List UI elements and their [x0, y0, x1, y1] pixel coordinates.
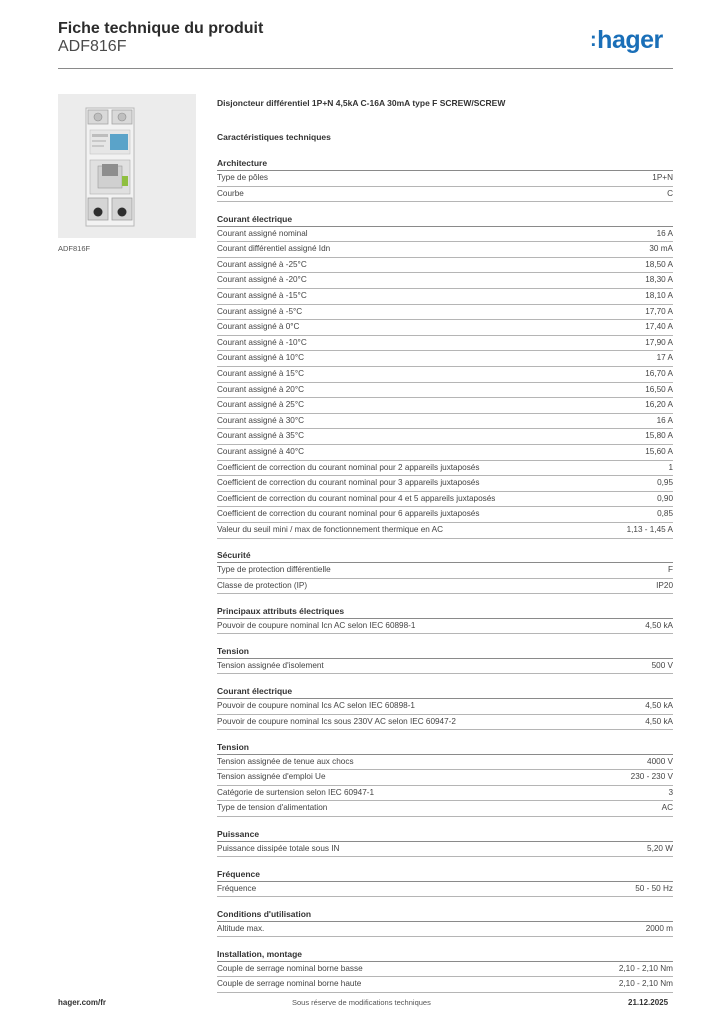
spec-value: 16 A — [656, 415, 673, 425]
spec-row — [217, 962, 673, 978]
spec-group — [217, 740, 673, 817]
spec-row — [217, 801, 673, 817]
spec-group-title: Principaux attributs électriques — [217, 604, 673, 619]
spec-row — [217, 429, 673, 445]
spec-row — [217, 187, 673, 203]
spec-value: 17,70 A — [645, 306, 673, 316]
spec-label: Tension assignée d'emploi Ue — [217, 772, 326, 782]
spec-label: Courant assigné à 15°C — [217, 369, 305, 379]
spec-row — [217, 383, 673, 399]
spec-value: 50 - 50 Hz — [635, 883, 673, 893]
spec-value: 16,20 A — [645, 400, 673, 410]
product-image — [58, 94, 196, 238]
logo-text: hager — [597, 26, 663, 54]
spec-row — [217, 273, 673, 289]
spec-value: 5,20 W — [647, 843, 673, 853]
spec-group — [217, 548, 673, 594]
spec-value: 0,95 — [657, 478, 673, 488]
spec-row — [217, 755, 673, 771]
spec-group-title: Installation, montage — [217, 947, 673, 962]
spec-row — [217, 507, 673, 523]
spec-content — [217, 96, 673, 993]
spec-group — [217, 947, 673, 993]
spec-row — [217, 523, 673, 539]
spec-value: 30 mA — [649, 244, 673, 254]
spec-value: 4000 V — [647, 756, 673, 766]
spec-label: Couple de serrage nominal borne basse — [217, 963, 363, 973]
spec-row — [217, 786, 673, 802]
spec-row — [217, 659, 673, 675]
spec-row — [217, 770, 673, 786]
spec-value: C — [667, 188, 673, 198]
footer-disclaimer: Sous réserve de modifications techniques — [292, 998, 431, 1007]
spec-label: Courant assigné à 35°C — [217, 431, 305, 441]
spec-label: Type de protection différentielle — [217, 565, 331, 575]
image-caption: ADF816F — [58, 244, 91, 253]
spec-row — [217, 289, 673, 305]
spec-row — [217, 258, 673, 274]
spec-label: Type de tension d'alimentation — [217, 803, 328, 813]
spec-label: Courant assigné à 20°C — [217, 384, 305, 394]
spec-value: 4,50 kA — [645, 716, 673, 726]
spec-label: Courant assigné à 25°C — [217, 400, 305, 410]
spec-label: Catégorie de surtension selon IEC 60947-1 — [217, 787, 375, 797]
spec-value: 4,50 kA — [645, 620, 673, 630]
spec-value: 1,13 - 1,45 A — [626, 524, 673, 534]
spec-row — [217, 715, 673, 731]
spec-row — [217, 882, 673, 898]
spec-group — [217, 644, 673, 675]
spec-row — [217, 336, 673, 352]
spec-group-title: Tension — [217, 644, 673, 659]
spec-value: 2,10 - 2,10 Nm — [618, 963, 673, 973]
spec-row — [217, 171, 673, 187]
spec-value: 16 A — [656, 228, 673, 238]
spec-value: 4,50 kA — [645, 700, 673, 710]
product-description: Disjoncteur différentiel 1P+N 4,5kA C-16A 30mA type F SCREW/SCREW — [217, 98, 506, 108]
spec-row — [217, 922, 673, 938]
spec-label: Courant assigné à -20°C — [217, 275, 307, 285]
footer-website[interactable]: hager.com/fr — [58, 998, 107, 1007]
spec-value: 16,50 A — [645, 384, 673, 394]
spec-label: Courant différentiel assigné Idn — [217, 244, 331, 254]
spec-row — [217, 320, 673, 336]
spec-label: Courant assigné à -10°C — [217, 337, 307, 347]
spec-value: 18,30 A — [645, 275, 673, 285]
spec-row — [217, 227, 673, 243]
spec-value: AC — [661, 803, 673, 813]
spec-label: Coefficient de correction du courant nominal pour 4 et 5 appareils juxtaposés — [217, 493, 496, 503]
spec-groups — [217, 156, 673, 993]
spec-value: 2000 m — [645, 923, 673, 933]
spec-value: 17,90 A — [645, 337, 673, 347]
spec-label: Coefficient de correction du courant nominal pour 6 appareils juxtaposés — [217, 509, 480, 519]
spec-value: 18,50 A — [645, 259, 673, 269]
spec-label: Courant assigné à -15°C — [217, 291, 307, 301]
spec-label: Couple de serrage nominal borne haute — [217, 979, 362, 989]
spec-row — [217, 977, 673, 993]
spec-row — [217, 242, 673, 258]
spec-row — [217, 398, 673, 414]
spec-value: 16,70 A — [645, 369, 673, 379]
spec-row — [217, 492, 673, 508]
footer-date: 21.12.2025 — [628, 998, 669, 1007]
spec-label: Pouvoir de coupure nominal Icn AC selon IEC 60898-1 — [217, 620, 416, 630]
spec-group-title: Courant électrique — [217, 212, 673, 227]
spec-value: 17 A — [656, 353, 673, 363]
spec-label: Courant assigné à 10°C — [217, 353, 305, 363]
spec-label: Courant assigné à -5°C — [217, 306, 303, 316]
spec-label: Valeur du seuil mini / max de fonctionnement thermique en AC — [217, 524, 444, 534]
spec-row — [217, 579, 673, 595]
spec-group-title: Architecture — [217, 156, 673, 171]
spec-row — [217, 619, 673, 635]
spec-group-title: Courant électrique — [217, 684, 673, 699]
spec-value: 18,10 A — [645, 291, 673, 301]
spec-row — [217, 351, 673, 367]
spec-group-title: Fréquence — [217, 867, 673, 882]
spec-value: 17,40 A — [645, 322, 673, 332]
spec-value: IP20 — [656, 580, 673, 590]
spec-value: 3 — [668, 787, 673, 797]
spec-row — [217, 445, 673, 461]
spec-group — [217, 156, 673, 202]
spec-label: Puissance dissipée totale sous IN — [217, 843, 340, 853]
spec-value: 0,90 — [657, 493, 673, 503]
section-title: Caractéristiques techniques — [217, 132, 331, 142]
spec-value: 0,85 — [657, 509, 673, 519]
spec-group-title: Tension — [217, 740, 673, 755]
spec-value: 15,60 A — [645, 447, 673, 456]
spec-group — [217, 604, 673, 635]
spec-label: Coefficient de correction du courant nominal pour 2 appareils juxtaposés — [217, 462, 480, 472]
spec-label: Courant assigné à 30°C — [217, 415, 305, 425]
spec-group — [217, 684, 673, 730]
spec-label: Coefficient de correction du courant nominal pour 3 appareils juxtaposés — [217, 478, 480, 488]
spec-value: 2,10 - 2,10 Nm — [618, 979, 673, 989]
spec-value: 1 — [668, 462, 673, 472]
spec-row — [217, 367, 673, 383]
spec-label: Courant assigné à -25°C — [217, 259, 307, 269]
document-title: Fiche technique du produit — [58, 20, 264, 37]
spec-label: Tension assignée d'isolement — [217, 660, 324, 670]
spec-group — [217, 867, 673, 898]
spec-row — [217, 842, 673, 858]
spec-group-title: Puissance — [217, 827, 673, 842]
spec-value: 500 V — [651, 660, 673, 670]
spec-label: Type de pôles — [217, 173, 268, 182]
spec-row — [217, 414, 673, 430]
spec-label: Courbe — [217, 188, 244, 198]
header-divider — [58, 68, 673, 69]
spec-value: F — [667, 565, 673, 575]
spec-row — [217, 563, 673, 579]
spec-label: Fréquence — [217, 883, 257, 893]
spec-group — [217, 907, 673, 938]
spec-row — [217, 699, 673, 715]
breaker-illustration — [58, 94, 196, 238]
spec-label: Courant assigné à 40°C — [217, 447, 305, 456]
spec-group — [217, 827, 673, 858]
spec-label: Tension assignée de tenue aux chocs — [217, 756, 354, 766]
spec-group-title: Sécurité — [217, 548, 673, 563]
product-reference: ADF816F — [58, 38, 127, 55]
hager-logo[interactable]: :hager — [590, 26, 663, 54]
spec-value: 1P+N — [652, 173, 673, 182]
spec-group-title: Conditions d'utilisation — [217, 907, 673, 922]
spec-value: 230 - 230 V — [630, 772, 673, 782]
spec-label: Altitude max. — [217, 923, 265, 933]
spec-row — [217, 305, 673, 321]
spec-label: Courant assigné à 0°C — [217, 322, 300, 332]
spec-label: Classe de protection (IP) — [217, 580, 308, 590]
spec-group — [217, 212, 673, 539]
spec-row — [217, 461, 673, 477]
spec-value: 15,80 A — [645, 431, 673, 441]
spec-label: Courant assigné nominal — [217, 228, 308, 238]
spec-label: Pouvoir de coupure nominal Ics AC selon IEC 60898-1 — [217, 700, 415, 710]
spec-label: Pouvoir de coupure nominal Ics sous 230V AC selon IEC 60947-2 — [217, 716, 456, 726]
spec-row — [217, 476, 673, 492]
